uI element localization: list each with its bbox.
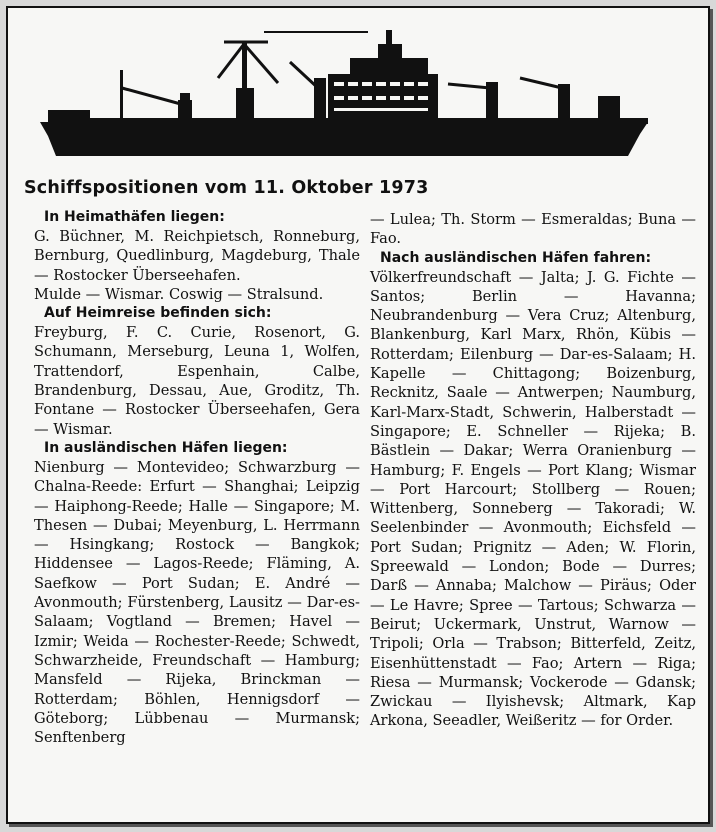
column-right: [370, 210, 696, 731]
section-auslaendische-haefen: [34, 439, 360, 747]
section-paragraph: — Lulea; Th. Storm — Esmeraldas; Buna — Fao.: [370, 211, 696, 248]
section-nach-auslaendischen-haefen: [370, 249, 696, 731]
section-heading: In Heimathäfen liegen:: [44, 209, 225, 225]
section-heading: In ausländischen Häfen liegen:: [44, 439, 288, 456]
section-continuation: [370, 210, 696, 249]
newspaper-clipping: [6, 6, 710, 824]
section-paragraph: Nienburg — Montevideo; Schwarzburg — Chalna-Reede: Erfurt — Shanghai; Leipzig — Haiphong-Reede; Halle — Singapore; M. Thesen — Dubai; Meyenburg, L. Herrmann — Hsingkang; Rostock — Bangkok; Hiddensee — Lagos-Reede; Fläming, A. Saefkow — Port Sudan; E. André — Avonmouth; Fürstenberg, Lausitz — Dar-es-Salaam; Vogtland — Bremen; Havel — Izmir; Weida — Rochester-Reede; Schwedt, Schwarzheide, Freundschaft — Hamburg; Mansfeld — Rijeka, Brinckman — Rotterdam; Böhlen, Hennigsdorf — Göteborg; Lübbenau — Murmansk; Senftenberg: [34, 458, 360, 747]
section-paragraph: Völkerfreundschaft — Jalta; J. G. Fichte — Santos; Berlin — Havanna; Neubrandenburg — Vera Cruz; Altenburg, Blankenburg, Karl Marx, Rhön, Kübis — Rotterdam; Eilenburg — Dar-es-Salaam; H. Kapelle — Chittagong; Boizenburg, Recknitz, Saale — Antwerpen; Naumburg, Karl-Marx-Stadt, Schwerin, Halberstadt — Singapore; E. Schneller — Rijeka; B. Bästlein — Dakar; Werra Oranienburg — Hamburg; F. Engels — Port Klang; Wismar — Port Harcourt; Stollberg — Rouen; Wittenberg, Sonneberg — Takoradi; W. Seelenbinder — Avonmouth; Eichsfeld — Port Sudan; Prignitz — Aden; W. Florin, Spreewald — London; Bode — Durres; Darß — Annaba; Malchow — Piräus; Oder — Le Havre; Spree — Tartous; Schwarza — Beirut; Uckermark, Unstrut, Warnow — Tripoli; Orla — Trabson; Bitterfeld, Zeitz, Eisenhüttenstadt — Fao; Artern — Riga; Riesa — Murmansk; Vockerode — Gdansk; Zwickau — Ilyishevsk; Altmark, Kap Arkona, Seeadler, Weißeritz — for Order.: [370, 268, 696, 730]
column-left: [34, 208, 360, 747]
section-heading: Auf Heimreise befinden sich:: [44, 305, 272, 322]
section-heimreise: [34, 304, 360, 439]
section-heading: Nach ausländischen Häfen fahren:: [380, 249, 652, 266]
page-title: Schiffspositionen vom 11. Oktober 1973: [24, 178, 429, 198]
section-paragraph: Mulde — Wismar. Coswig — Stralsund.: [34, 285, 324, 303]
section-paragraph: Freyburg, F. C. Curie, Rosenort, G. Schumann, Merseburg, Leuna 1, Wolfen, Trattendorf, Espenhain, Calbe, Brandenburg, Dessau, Aue, Groditz, Th. Fontane — Rostocker Überseehafen, Gera — Wismar.: [34, 324, 360, 438]
section-paragraph: G. Büchner, M. Reichpietsch, Ronneburg, Bernburg, Quedlinburg, Magdeburg, Thale — Rostocker Überseehafen.: [34, 228, 360, 284]
section-heimathaefen: [34, 208, 360, 304]
ship-illustration: [28, 18, 688, 168]
